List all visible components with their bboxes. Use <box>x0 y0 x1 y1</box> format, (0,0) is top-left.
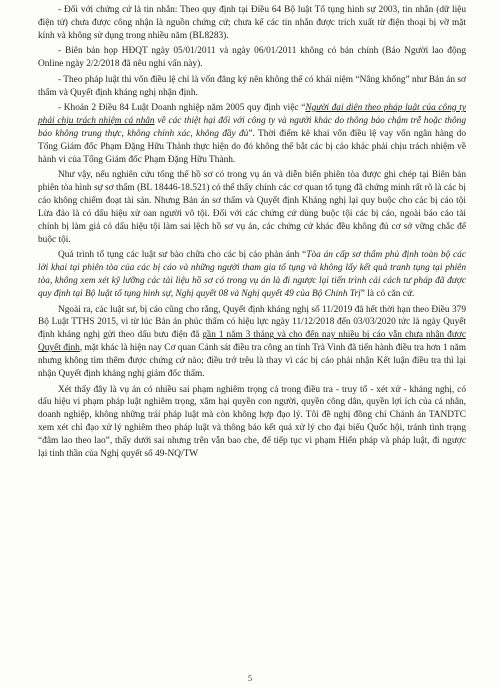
paragraph-charter-capital: - Theo pháp luật thì vốn điều lệ chỉ là vốn đăng ký nên không thể có khái niệm “Nâng khống” như Bản án sơ thẩm và Quyết định kháng nghị nhận định. <box>38 74 466 98</box>
paragraph-lawyers-opinion <box>38 249 466 301</box>
protest-deadline-intro: Ngoài ra, các luật sư, bị cáo cũng cho rằng, Quyết định kháng nghị số 11/2019 đã hết thời hạn theo Điều 379 Bộ Luật TTHS 2015, vì từ lúc Bản án phúc thẩm có hiệu lực ngày 11/12/2018 đến 03/03/2020 tức là ngày Quyết định kháng nghị gửi theo dấu bưu điện đã <box>38 304 466 341</box>
enterprise-law-quote-underlined: Người đại diện theo pháp luật của công ty phải chịu trách nhiệm cá nhân <box>38 103 466 127</box>
protest-deadline-underlined: gần 1 năm 3 tháng và cho đến nay nhiều bị cáo vẫn chưa nhận được Quyết định <box>38 330 466 354</box>
enterprise-law-intro: - Khoản 2 Điều 84 Luật Doanh nghiệp năm 2005 quy định việc “ <box>58 103 306 114</box>
enterprise-law-quote: về các thiệt hại đối với công ty và người khác do thông báo chậm trễ hoặc thông báo không trung thực, không chính xác, không đầy đủ <box>38 116 466 139</box>
lawyers-opinion-intro: Quá trình tố tụng các luật sư bào chữa cho các bị cáo phản ánh “ <box>58 250 307 261</box>
enterprise-law-conclusion: ”. Thời điểm kê khai vốn điều lệ vay vốn ngân hàng do Tổng Giám đốc Phạm Đặng Hữu Thành thực hiện do đó không thể bắt các bị cáo khác phải chịu trách nhiệm về hành vi của Tổng Giám đốc Phạm Đặng Hữu Thành. <box>38 128 466 165</box>
paragraph-text-message-evidence: - Đối với chứng cứ là tin nhắn: Theo quy định tại Điều 64 Bộ luật Tố tụng hình sự 2003, tin nhắn (dữ liệu điện tử) chưa được công nhận là nguồn chứng cứ; chưa kể các tin nhắn được trích xuất từ điện thoại bị vỡ mặt kính và không sử dụng trong nhiều năm (BL8283). <box>38 5 466 41</box>
paragraph-case-summary: Như vậy, nếu nghiên cứu tổng thể hồ sơ có trong vụ án và diễn biến phiên tòa được ghi chép tại Biên bản phiên tòa hình sự sơ thẩm (BL 18446-18.521) có thể thấy chính các cơ quan tố tụng đã chứng minh rất rõ là các bị cáo không chiếm đoạt tài sản. Nhưng Bản án sơ thẩm và Quyết định Kháng nghị lại quy buộc cho các bị cáo tội Lừa đảo là có dấu hiệu xử oan người vô tội. Đối với các chứng cứ dùng buộc tội các bị cáo, ngoài báo cáo tài chính bị làm giả có dấu hiệu tội làm sai lệch hồ sơ vụ án, các chứng cứ khác đều không đủ cơ sở vững chắc để buộc tội. <box>38 170 466 245</box>
paragraph-enterprise-law <box>38 102 466 167</box>
paragraph-board-minutes: - Biên bản họp HĐQT ngày 05/01/2011 và ngày 06/01/2011 không có bản chính (Báo Người lao động Online ngày 2/2/2018 đã nêu nghi vấn này). <box>38 46 466 70</box>
lawyers-opinion-conclusion: ” là có căn cứ. <box>360 289 415 299</box>
page-number: 5 <box>247 673 253 683</box>
lawyers-opinion-quote: Tòa án cấp sơ thẩm phủ định toàn bộ các lời khai tại phiên tòa của các bị cáo và những người tham gia tố tụng và không lấy kết quả tranh tụng tại phiên tòa, không xem xét kỹ lưỡng các tài liệu hồ sơ có trong vụ án là đi ngược lại tiến trình cải cách tư pháp đã được quy định tại Bộ luật tố tụng hình sự, Nghị quyết 08 và Nghị quyết 49 của Bộ Chính Trị <box>38 250 466 299</box>
protest-deadline-rest: , mặt khác là hiện nay Cơ quan Cảnh sát điều tra công an tỉnh Trà Vinh đã tiến hành điều tra hơn 1 năm nhưng không tìm thêm được chứng cứ nào; điều trớ trêu là thay vì các bị cáo phải nhận Kết luận điều tra thì lại nhận Quyết định kháng nghị giám đốc thẩm. <box>38 343 466 380</box>
paragraph-protest-deadline <box>38 304 466 381</box>
paragraph-recommendation: Xét thấy đây là vụ án có nhiều sai phạm nghiêm trọng cả trong điều tra - truy tố - xét xử - kháng nghị, có dấu hiệu vi phạm pháp luật nghiêm trọng, xâm hại quyền con người, quyền công dân, quyền lợi ích của cá nhân, doanh nghiệp, không những trái pháp luật mà còn không hợp đạo lý. Tôi đề nghị đồng chí Chánh án TANDTC xem xét chỉ đạo xử lý nghiêm theo pháp luật và thông báo kết quả xử lý cho đại biểu Quốc hội, tránh tình trạng “đâm lao theo lao”, thấy dưới sai nhưng trên vẫn bao che, để tiếp tục vi phạm Hiến pháp và pháp luật, đi ngược lại tinh thần của Nghị quyết số 49-NQ/TW <box>38 384 466 460</box>
